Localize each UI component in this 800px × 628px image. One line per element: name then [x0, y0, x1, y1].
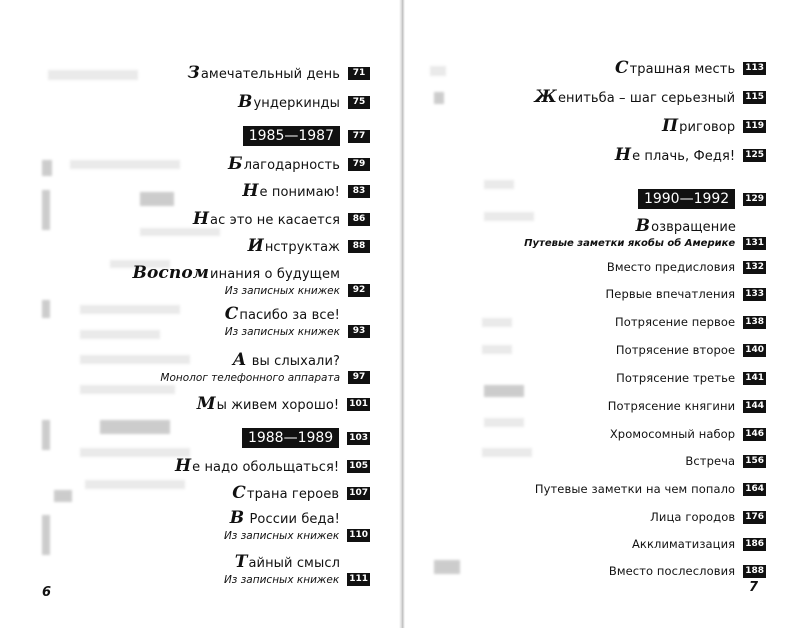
entry-title — [615, 145, 735, 165]
entry-title — [230, 508, 340, 528]
page-number-badge: 176 — [745, 511, 764, 522]
page-number-badge: 146 — [745, 428, 764, 439]
page-number-badge: 79 — [348, 158, 370, 171]
entry-subtitle: Из записных книжек — [224, 325, 340, 338]
toc-year-heading — [242, 428, 370, 448]
decorative-initial: А — [232, 350, 247, 370]
toc-entry — [524, 216, 766, 250]
toc-subentry — [609, 564, 766, 578]
decorative-initial: З — [187, 63, 200, 83]
entry-title-text: пасибо за все! — [239, 308, 340, 323]
entry-title-text: риговор — [679, 120, 736, 135]
page-number-badge: 125 — [745, 149, 764, 160]
page-number-badge: 105 — [349, 460, 368, 471]
entry-title — [235, 552, 340, 572]
page-number-badge: 129 — [745, 193, 764, 204]
entry-title — [233, 350, 340, 370]
decorative-initial: В — [229, 508, 245, 528]
page-number-badge: 131 — [745, 238, 764, 248]
subentry-title: Потрясение княгини — [607, 399, 736, 413]
decorative-initial: С — [614, 58, 629, 78]
subentry-title: Хромосомный набор — [609, 427, 736, 441]
toc-subentry — [606, 287, 766, 301]
year-range-label: 1988—1989 — [242, 428, 339, 448]
right-page — [404, 0, 800, 628]
page-number-badge: 144 — [745, 400, 764, 411]
page-number-badge: 188 — [745, 565, 764, 576]
entry-title-text: трашная месть — [629, 62, 736, 77]
toc-subentry — [535, 482, 766, 496]
entry-title-text: е понимаю! — [259, 185, 340, 200]
page-number-badge: 111 — [349, 574, 368, 584]
entry-title-text: лагодарность — [243, 158, 340, 173]
page-number-badge: 92 — [348, 284, 370, 297]
entry-title-text: енитьба – шаг серьезный — [557, 91, 736, 106]
year-range-label: 1990—1992 — [638, 189, 735, 209]
entry-title — [225, 304, 340, 324]
subentry-title: Акклиматизация — [631, 537, 736, 551]
subentry-title: Потрясение второе — [615, 343, 736, 357]
entry-title-text: озвращение — [651, 220, 736, 235]
page-number-badge: 132 — [745, 261, 764, 272]
page-number-badge: 77 — [348, 130, 370, 143]
entry-title — [242, 181, 340, 201]
entry-title — [193, 209, 340, 229]
decorative-initial: Т — [234, 552, 248, 572]
page-number-right: 7 — [749, 580, 759, 595]
page-number-badge: 103 — [349, 432, 368, 443]
subentry-title: Путевые заметки на чем попало — [534, 482, 736, 496]
toc-entry — [232, 483, 370, 503]
decorative-initial: Воспом — [132, 263, 210, 283]
entry-title — [228, 154, 340, 174]
toc-subentry — [608, 399, 766, 413]
decorative-initial: М — [196, 394, 216, 414]
entry-title — [175, 456, 339, 476]
entry-title — [636, 216, 736, 236]
entry-title-text: инания о будущем — [210, 267, 340, 282]
page-number-left: 6 — [42, 585, 52, 600]
subentry-title: Встреча — [685, 454, 736, 468]
page-number-badge: 97 — [348, 371, 370, 384]
page-number-badge: 93 — [348, 325, 370, 338]
page-number-badge: 113 — [745, 62, 764, 73]
decorative-initial: Н — [192, 209, 210, 229]
toc-entry — [133, 263, 370, 297]
page-number-badge: 86 — [348, 213, 370, 226]
entry-title — [238, 92, 340, 112]
page-number-badge: 75 — [348, 96, 370, 109]
toc-subentry — [616, 371, 766, 385]
toc-entry — [187, 63, 370, 83]
page-number-badge: 138 — [745, 316, 764, 327]
page-number-badge: 71 — [348, 67, 370, 80]
toc-entry — [615, 58, 766, 78]
page-number-badge: 141 — [745, 372, 764, 383]
entry-title-text: трана героев — [246, 487, 340, 502]
toc-entry — [238, 92, 370, 112]
entry-title — [187, 63, 340, 83]
toc-subentry — [650, 510, 766, 524]
page-number-badge: 119 — [745, 120, 764, 131]
page-number-badge: 140 — [745, 344, 764, 355]
subentry-title: Вместо послесловия — [608, 564, 736, 578]
toc-entry — [224, 552, 370, 586]
page-number-badge: 83 — [348, 185, 370, 198]
decorative-initial: С — [224, 304, 239, 324]
year-range-label: 1985—1987 — [243, 126, 340, 146]
toc-entry — [197, 394, 370, 414]
toc-entry — [248, 236, 370, 256]
decorative-initial: И — [247, 236, 264, 256]
page-number-badge: 115 — [745, 91, 764, 102]
toc-subentry — [607, 260, 766, 274]
entry-title — [615, 58, 735, 78]
toc-entry — [193, 209, 370, 229]
entry-subtitle: Из записных книжек — [224, 284, 340, 297]
entry-title — [662, 116, 735, 136]
entry-title-text: ас это не касается — [210, 213, 340, 228]
entry-subtitle: Из записных книжек — [223, 529, 340, 542]
entry-subtitle: Монолог телефонного аппарата — [160, 371, 340, 384]
decorative-initial: П — [661, 116, 679, 136]
entry-title — [232, 483, 339, 503]
toc-year-heading — [243, 126, 370, 146]
toc-subentry — [685, 454, 766, 468]
entry-title-text: е плачь, Федя! — [632, 149, 736, 164]
subentry-title: Вместо предисловия — [606, 260, 736, 274]
subentry-title: Лица городов — [650, 510, 736, 524]
entry-subtitle: Путевые заметки якобы об Америке — [524, 238, 736, 249]
decorative-initial: В — [635, 216, 651, 236]
toc-subentry — [615, 315, 766, 329]
page-number-badge: 186 — [745, 538, 764, 549]
decorative-initial: Ж — [534, 87, 557, 107]
toc-entry — [535, 87, 766, 107]
page-number-badge: 101 — [349, 398, 368, 409]
entry-title-text: нструктаж — [264, 240, 340, 255]
toc-entry — [160, 350, 370, 384]
toc-entry — [225, 304, 370, 338]
page-number-badge: 156 — [745, 455, 764, 466]
decorative-initial: Б — [228, 154, 243, 174]
entry-title — [535, 87, 736, 107]
toc-entry — [224, 508, 370, 542]
entry-title-text: России беда! — [245, 512, 340, 527]
entry-title — [248, 236, 340, 256]
entry-title-text: ы живем хорошо! — [216, 398, 340, 413]
toc-subentry — [610, 427, 766, 441]
subentry-title: Потрясение первое — [614, 315, 736, 329]
entry-title — [197, 394, 340, 414]
toc-subentry — [616, 343, 766, 357]
toc-entry — [662, 116, 766, 136]
decorative-initial: В — [238, 92, 253, 112]
entry-title — [133, 263, 340, 283]
subentry-title: Потрясение третье — [616, 371, 736, 385]
subentry-title: Первые впечатления — [605, 287, 736, 301]
page-number-badge: 88 — [348, 240, 370, 253]
entry-title-text: амечательный день — [200, 67, 340, 82]
toc-entry — [175, 456, 370, 476]
page-number-badge: 110 — [349, 530, 368, 540]
decorative-initial: С — [232, 483, 246, 503]
decorative-initial: Н — [614, 145, 632, 165]
page-number-badge: 164 — [745, 483, 764, 494]
toc-year-heading — [638, 189, 766, 209]
toc-subentry — [632, 537, 766, 551]
entry-title-text: айный смысл — [248, 556, 340, 571]
entry-title-text: вы слыхали? — [247, 354, 340, 369]
decorative-initial: Н — [242, 181, 259, 201]
entry-title-text: е надо обольщаться! — [192, 460, 340, 475]
entry-subtitle: Из записных книжек — [223, 573, 340, 586]
toc-entry — [615, 145, 766, 165]
toc-entry — [242, 181, 370, 201]
toc-entry — [228, 154, 370, 174]
page-number-badge: 133 — [745, 288, 764, 299]
entry-title-text: ундеркинды — [253, 96, 340, 111]
decorative-initial: Н — [174, 456, 192, 476]
page-number-badge: 107 — [349, 487, 368, 498]
